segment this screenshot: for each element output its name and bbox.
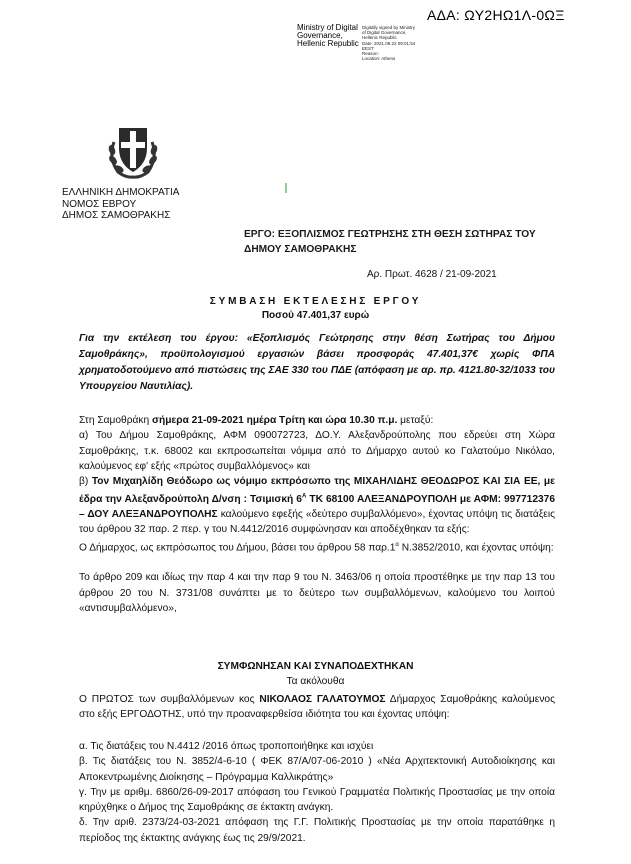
mayor-name: ΝΙΚΟΛΑΟΣ ΓΑΛΑΤΟΥΜΟΣ (259, 694, 386, 705)
article-paragraph: Το άρθρο 209 και ιδίως την παρ 4 και την παρ 9 του Ν. 3463/06 η οποία προστέθηκε με την παρ 13 του άρθρου 20 του Ν. 3731/08 συνάπτει με το δεύτερο των συμβαλλόμενων, καλούμενο του λοιπού «αντισυμβαλλόμενο», (79, 572, 555, 615)
second-party-name: Τον Μιχαηλίδη Θεόδωρο ως νόμιμο εκπρόσωπο της ΜΙΧΑΗΛΙΔΗΣ ΘΕΟΔΩΡΟΣ ΚΑΙ ΣΙΑ ΕΕ, με έδρα την Αλεξανδρούπολη Δ/νση : Τσιμισκή $6^A$ ΤΚ 68100 ΑΛΕΞΑΝΔΡΟΥΠΟΛΗ με ΑΦΜ: 997712376 – ΔΟΥ ΑΛΕΞΑΝΔΡΟΥΠΟΛΗΣ (79, 476, 555, 521)
signature-org-line: Ministry of Digital (297, 23, 358, 32)
mayor-paragraph: Ο Δήμαρχος, ως εκπρόσωπος του Δήμου, βάσει του άρθρου 58 $\pi\alpha\rho.1^\alpha$ Ν.3852/2010, και έχοντας υπόψη: (79, 541, 554, 554)
first-party-paragraph: α) Του Δήμου Σαμοθράκης, ΑΦΜ 090072723, ΔΟ.Υ. Αλεξανδρούπολης που εδρεύει στη Χώρα Σαμοθράκης, τ.κ. 68002 και εκπροσωπείται νόμιμα από το Δήμαρχο αυτού κο Γαλατούμο Νικόλαο, καλούμενος εφ' εξής «πρώτος συμβαλλόμενος» και (79, 430, 555, 472)
signature-detail-line: EEST (362, 45, 374, 51)
scan-mark (285, 183, 287, 193)
signature-detail-line: Hellenic Republic (362, 35, 397, 41)
list-item: γ. Την με αριθμ. 6860/26-09-2017 απόφαση του Γενικού Γραμματέα Πολιτικής Προστασίας με την οποία κηρύχθηκε ο Δήμος της Σαμοθράκης σε έκτακτη ανάγκη. (79, 786, 555, 814)
project-title: ΕΡΓΟ: ΕΞΟΠΛΙΣΜΟΣ ΓΕΩΤΡΗΣΗΣ ΣΤΗ ΘΕΣΗ ΣΩΤΗΡΑΣ ΤΟΥ ΔΗΜΟΥ ΣΑΜΟΘΡΑΚΗΣ (244, 229, 536, 255)
contract-amount: Ποσού 47.401,37 ευρώ (261, 310, 370, 321)
signature-organization (297, 24, 359, 48)
protocol-number: Αρ. Πρωτ. 4628 / 21-09-2021 (367, 269, 497, 280)
signature-detail-line: Digitally signed by Ministry (362, 25, 416, 30)
signature-detail-line: Date: 2021.09.22 09:01:54 (362, 40, 416, 46)
issuer-prefecture: ΝΟΜΟΣ ΕΒΡΟΥ (62, 198, 137, 210)
greek-coat-of-arms-emblem (104, 122, 162, 180)
list-item: δ. Την αριθ. 2373/24-03-2021 απόφαση της Γ.Γ. Πολιτικής Προστασίας με την οποία παρατάθηκε η περίοδος της έκτακτης ανάγκης έως τις 29/9/2021. (79, 817, 555, 844)
list-item: α. Τις διατάξεις του Ν.4412 /2016 όπως τροποποιήθηκε και ισχύει (79, 741, 374, 752)
legal-basis-list (79, 739, 555, 846)
signature-detail-line: of Digital Governance, (362, 30, 407, 36)
meeting-date: σήμερα 21-09-2021 ημέρα Τρίτη και ώρα 10.30 π.μ. (152, 415, 398, 426)
signature-org-line: Governance, (297, 31, 343, 40)
issuer-municipality: ΔΗΜΟΣ ΣΑΜΟΘΡΑΚΗΣ (62, 210, 171, 221)
issuer-country: ΕΛΛΗΝΙΚΗ ΔΗΜΟΚΡΑΤΙΑ (62, 187, 180, 198)
employer-paragraph: Ο ΠΡΩΤΟΣ των συμβαλλόμενων κος ΝΙΚΟΛΑΟΣ ΓΑΛΑΤΟΥΜΟΣ Δήμαρχος Σαμοθράκης καλούμενος στο εξής ΕΡΓΟΔΟΤΗΣ, υπό την προαναφερθείσα ιδιότητα του και έχοντας υπόψη: (79, 694, 555, 721)
contract-body (79, 413, 555, 616)
meeting-paragraph: Στη Σαμοθράκη σήμερα 21-09-2021 ημέρα Τρίτη και ώρα 10.30 π.μ. μεταξύ: (79, 415, 434, 426)
signature-detail-line: Location: Athens (362, 56, 396, 62)
signature-details (362, 25, 415, 61)
signature-detail-line: Reason: (362, 51, 379, 57)
agreed-heading: ΣΥΜΦΩΝΗΣΑΝ ΚΑΙ ΣΥΝΑΠΟΔΕΧΤΗΚΑΝ (217, 661, 414, 672)
second-party-paragraph: β) Τον Μιχαηλίδη Θεόδωρο ως νόμιμο εκπρόσωπο της ΜΙΧΑΗΛΙΔΗΣ ΘΕΟΔΩΡΟΣ ΚΑΙ ΣΙΑ ΕΕ, με έδρα την Αλεξανδρούπολη Δ/νση : Τσιμισκή $6^A$ ΤΚ 68100 ΑΛΕΞΑΝΔΡΟΥΠΟΛΗ με ΑΦΜ: 997712376 – ΔΟΥ ΑΛΕΞΑΝΔΡΟΥΠΟΛΗΣ καλούμενο εφεξής «δεύτερο συμβαλλόμενο», έχοντας υπόψη τις διατάξεις του άρθρου 32 παρ. 2 περ. γ του Ν.4412/2016 συμφώνησαν και αποδέχθηκαν τα εξής: (79, 476, 555, 536)
following-subheading: Τα ακόλουθα (286, 676, 345, 687)
list-item: β. Τις διατάξεις του Ν. 3852/4-6-10 ( ΦΕΚ 87/Α/07-06-2010 ) «Νέα Αρχιτεκτονική Αυτοδιοίκησης και Αποκεντρωμένης Διοίκησης – Πρόγραμμα Καλλικράτης» (79, 756, 555, 783)
issuer-block (62, 187, 179, 222)
ada-code: ΑΔΑ: ΩΥ2ΗΩ1Λ-0ΩΞ (427, 7, 565, 23)
contract-title: ΣΥΜΒΑΣΗ ΕΚΤΕΛΕΣΗΣ ΕΡΓΟΥ (209, 296, 422, 307)
signature-org-line: Hellenic Republic (297, 39, 359, 48)
intro-paragraph: Για την εκτέλεση του έργου: «Εξοπλισμός Γεώτρησης στην θέση Σωτήρας του Δήμου Σαμοθράκης», προϋπολογισμού εργασιών βάσει προσφοράς 47.401,37€ χωρίς ΦΠΑ χρηματοδοτούμενο από πιστώσεις της ΣΑΕ 330 του ΠΔΕ (απόφαση με αρ. πρ. 4121.80-32/1033 του Υπουργείου Ναυτιλίας). (79, 333, 555, 392)
